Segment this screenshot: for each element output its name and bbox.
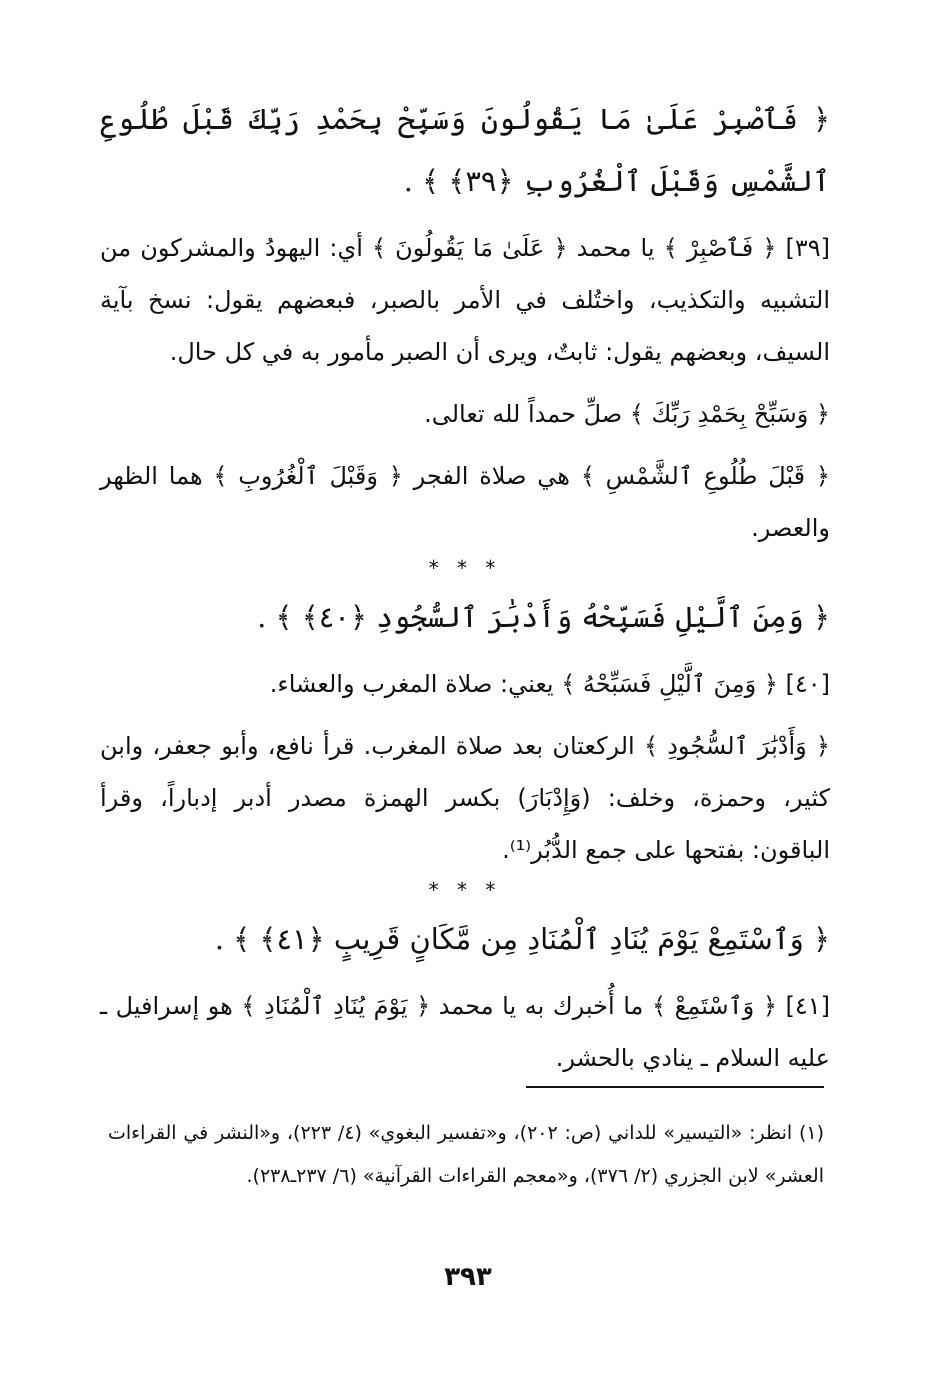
page-number: ٣٩٣ <box>444 1262 492 1292</box>
section-separator: * * * <box>428 556 502 580</box>
quran-verse-39: ﴿ فَٱصْبِرْ عَلَىٰ مَا يَقُولُونَ وَسَبِّحْ بِحَمْدِ رَبِّكَ قَبْلَ طُلُوعِ ٱلشَّمْسِ وَقَبْلَ ٱلْغُرُوبِ ﴿٣٩﴾ ﴾ . <box>100 102 830 198</box>
commentary-41: [٤١] ﴿ وَٱسْتَمِعْ ﴾ ما أُخبرك به يا محمد ﴿ يَوْمَ يُنَادِ ٱلْمُنَادِ ﴾ هو إسرافيل ـ عليه السلام ـ ينادي بالحشر. <box>100 992 830 1072</box>
footnote-1: (١) انظر: «التيسير» للداني (ص: ٢٠٢)، و«تفسير البغوي» (٤/ ٢٢٣)، و«النشر في القراءات العشر» لابن الجزري (٢/ ٣٧٦)، و«معجم القراءات القرآنية» (٦/ ٢٣٧ـ٢٣٨). <box>108 1122 824 1187</box>
quran-verse-41: ﴿ وَٱسْتَمِعْ يَوْمَ يُنَادِ ٱلْمُنَادِ مِن مَّكَانٍ قَرِيبٍ ﴿٤١﴾ ﴾ . <box>214 922 830 956</box>
page-body <box>100 88 830 1084</box>
footnote-divider <box>526 1086 824 1088</box>
section-separator: * * * <box>428 878 502 902</box>
quran-verse-40: ﴿ وَمِنَ ٱلَّيْلِ فَسَبِّحْهُ وَأَدْبَٰرَ ٱلسُّجُودِ ﴿٤٠﴾ ﴾ . <box>257 600 830 634</box>
commentary-39-times: ﴿ قَبْلَ طُلُوعِ ٱلشَّمْسِ ﴾ هي صلاة الفجر ﴿ وَقَبْلَ ٱلْغُرُوبِ ﴾ هما الظهر والعصر. <box>100 462 830 542</box>
commentary-40-night: [٤٠] ﴿ وَمِنَ ٱلَّيْلِ فَسَبِّحْهُ ﴾ يعني: صلاة المغرب والعشاء. <box>269 670 830 698</box>
commentary-39-tasbih: ﴿ وَسَبِّحْ بِحَمْدِ رَبِّكَ ﴾ صلِّ حمداً لله تعالى. <box>424 400 830 428</box>
commentary-39-main: [٣٩] ﴿ فَٱصْبِرْ ﴾ يا محمد ﴿ عَلَىٰ مَا يَقُولُونَ ﴾ أي: اليهودُ والمشركون من التشبيه والتكذيب، واختُلف في الأمر بالصبر، فبعضهم يقول: نسخ بآية السيف، وبعضهم يقول: ثابتٌ، ويرى أن الصبر مأمور به في كل حال. <box>100 234 830 366</box>
commentary-40-sujud: ﴿ وَأَدْبَٰرَ ٱلسُّجُودِ ﴾ الركعتان بعد صلاة المغرب. قرأ نافع، وأبو جعفر، وابن كثير، وحمزة، وخلف: (وَإِدْبَارَ) بكسر الهمزة مصدر أدبر إدباراً، وقرأ الباقون: بفتحها على جمع الدُّبُر⁽¹⁾. <box>100 732 830 864</box>
